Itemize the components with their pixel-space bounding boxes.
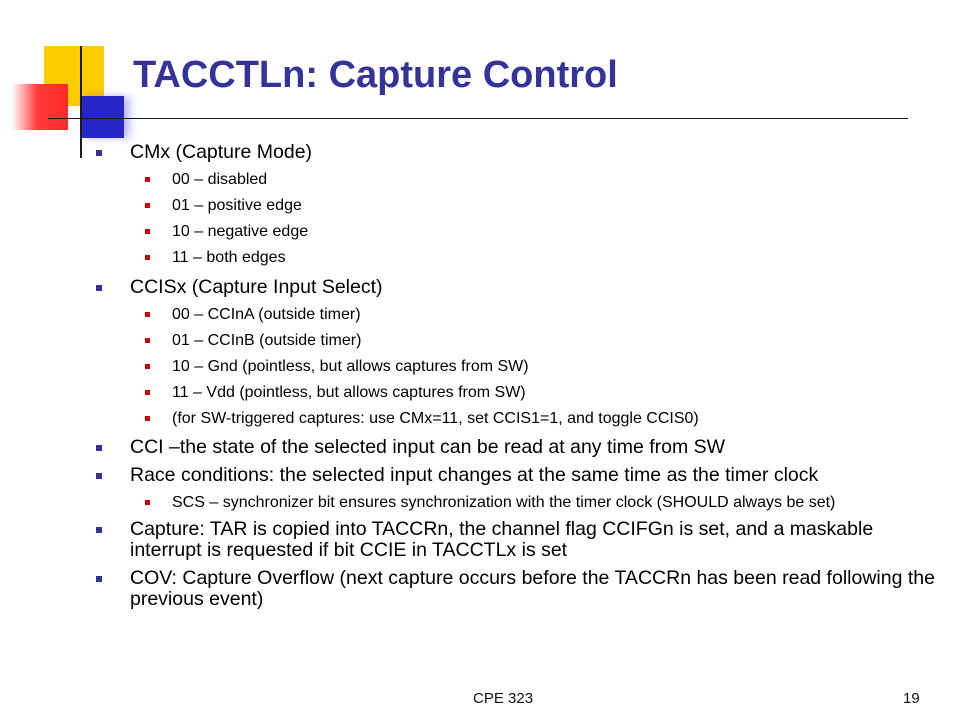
bullet-item	[96, 519, 936, 561]
footer-page-number: 19	[903, 690, 920, 707]
sub-bullet-item	[96, 494, 936, 512]
bullet-square-icon	[96, 445, 102, 451]
bullet-text: Capture: TAR is copied into TACCRn, the channel flag CCIFGn is set, and a maskable interrupt is requested if bit CCIE in TACCTLx is set	[130, 518, 874, 561]
bullet-square-icon	[96, 285, 102, 291]
sub-bullet-square-icon	[145, 500, 150, 505]
sub-bullet-item	[96, 332, 936, 350]
sub-bullet-item	[96, 410, 936, 428]
sub-bullet-item	[96, 171, 936, 189]
bullet-square-icon	[96, 473, 102, 479]
sub-bullet-item	[96, 306, 936, 324]
sub-bullet-text: 11 – both edges	[172, 249, 286, 266]
bullet-square-icon	[96, 576, 102, 582]
footer-course-label: CPE 323	[473, 690, 534, 707]
slide-title: TACCTLn: Capture Control	[133, 54, 618, 96]
sub-bullet-item	[96, 223, 936, 241]
sub-bullet-square-icon	[145, 364, 150, 369]
decorative-blue-square	[80, 96, 124, 138]
bullet-item	[96, 437, 936, 458]
sub-bullet-square-icon	[145, 390, 150, 395]
sub-bullet-square-icon	[145, 229, 150, 234]
sub-bullet-item	[96, 358, 936, 376]
sub-bullet-text: 00 – disabled	[172, 171, 268, 188]
sub-bullet-square-icon	[145, 177, 150, 182]
sub-bullet-item	[96, 249, 936, 267]
bullet-text: COV: Capture Overflow (next capture occurs before the TACCRn has been read following the previous event)	[130, 567, 935, 610]
title-underline	[48, 118, 908, 119]
sub-bullet-text: 00 – CCInA (outside timer)	[172, 306, 361, 323]
bullet-text: Race conditions: the selected input changes at the same time as the timer clock	[130, 464, 819, 486]
bullet-text: CCI –the state of the selected input can be read at any time from SW	[130, 436, 726, 458]
sub-bullet-item	[96, 384, 936, 402]
bullet-square-icon	[96, 527, 102, 533]
sub-bullet-square-icon	[145, 416, 150, 421]
sub-bullet-text: 01 – positive edge	[172, 197, 302, 214]
sub-bullet-text: 11 – Vdd (pointless, but allows captures from SW)	[172, 384, 526, 401]
decorative-vertical-line	[80, 46, 82, 158]
sub-bullet-square-icon	[145, 203, 150, 208]
bullet-item	[96, 277, 936, 298]
sub-bullet-item	[96, 197, 936, 215]
bullet-item	[96, 465, 936, 486]
sub-bullet-square-icon	[145, 338, 150, 343]
bullet-text: CCISx (Capture Input Select)	[130, 276, 383, 298]
sub-bullet-square-icon	[145, 312, 150, 317]
sub-bullet-text: (for SW-triggered captures: use CMx=11, set CCIS1=1, and toggle CCIS0)	[172, 410, 699, 427]
sub-bullet-text: 10 – Gnd (pointless, but allows captures from SW)	[172, 358, 529, 375]
sub-bullet-square-icon	[145, 255, 150, 260]
bullet-text: CMx (Capture Mode)	[130, 141, 313, 163]
sub-bullet-text: 01 – CCInB (outside timer)	[172, 332, 362, 349]
bullet-item	[96, 568, 936, 610]
bullet-square-icon	[96, 150, 102, 156]
bullet-item	[96, 142, 936, 163]
bullet-list	[96, 142, 936, 610]
decorative-red-square	[12, 84, 68, 130]
sub-bullet-text: 10 – negative edge	[172, 223, 309, 240]
sub-bullet-text: SCS – synchronizer bit ensures synchronization with the timer clock (SHOULD always be set)	[172, 494, 836, 511]
